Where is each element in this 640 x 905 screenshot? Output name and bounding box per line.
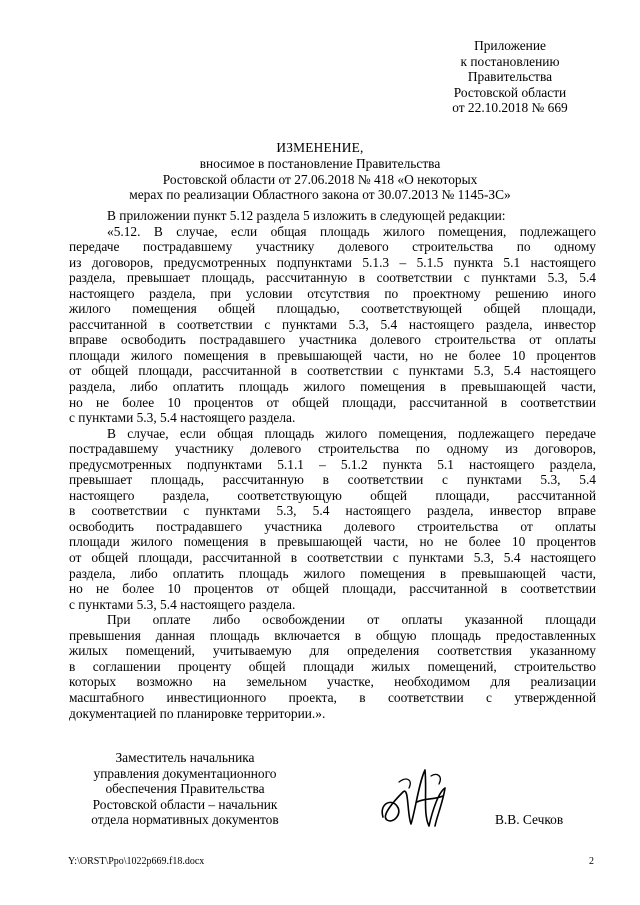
paragraph-5-12	[69, 224, 596, 426]
document-body	[69, 208, 596, 721]
position-line: обеспечения Правительства	[105, 781, 265, 797]
heading-line: мерах по реализации Областного закона от 30.07.2013 № 1145-ЗС»	[129, 187, 511, 203]
footer-page-number: 2	[589, 856, 594, 867]
text-line: которых возможно на земельном участке, необходимом для реализации	[69, 674, 596, 690]
text-line: В случае, если общая площадь жилого помещения, подлежащего передаче	[107, 425, 596, 441]
document-heading	[100, 140, 540, 203]
text-line: При оплате либо освобождении от оплаты указанной площади	[107, 612, 596, 628]
text-line: В приложении пункт 5.12 раздела 5 изложить в следующей редакции:	[107, 208, 506, 223]
text-line: передаче пострадавшему участнику долевого строительства по одному	[69, 239, 596, 255]
paragraph-second-case	[69, 426, 596, 613]
text-line: документацией по планировке территории.».	[69, 705, 326, 721]
position-line: Ростовской области – начальник	[92, 796, 278, 812]
position-line: управления документационного	[93, 765, 277, 781]
position-line: Заместитель начальника	[115, 750, 255, 765]
text-line: площади жилого помещения в превышающей части, но не более 10 процентов	[69, 347, 596, 363]
heading-line: вносимое в постановление Правительства	[199, 155, 441, 171]
heading-title: ИЗМЕНЕНИЕ,	[276, 140, 364, 155]
annex-line: Правительства	[467, 69, 553, 84]
text-line: в соответствии с пунктами 5.3, 5.4 настоящего раздела, инвестор вправе	[69, 503, 596, 519]
annex-line: от 22.10.2018 № 669	[452, 100, 568, 115]
handwritten-signature	[373, 762, 463, 834]
text-line: предусмотренных подпунктами 5.1.1 – 5.1.2 пункта 5.1 настоящего раздела,	[69, 456, 596, 472]
annex-block	[415, 38, 605, 116]
text-line: вправе освободить пострадавшего участника долевого строительства от оплаты	[69, 332, 596, 348]
text-line: раздела, либо оплатить площадь жилого помещения в превышающей части,	[69, 379, 596, 395]
text-line: превышает площадь, рассчитанную в соответствии с пунктами 5.3, 5.4	[69, 472, 596, 488]
text-line: настоящего раздела, соответствующую общей площади, рассчитанной	[69, 487, 596, 503]
annex-line: Ростовской области	[453, 84, 567, 100]
text-line: рассчитанной в соответствии с пунктами 5.3, 5.4 настоящего раздела, инвестор	[69, 316, 596, 332]
text-line: освободить пострадавшего участника долевого строительства от оплаты	[69, 518, 596, 534]
text-line: с пунктами 5.3, 5.4 настоящего раздела.	[69, 410, 296, 426]
text-line: пострадавшему участнику долевого строительства по одному из договоров,	[69, 441, 596, 457]
signatory-position	[74, 750, 296, 828]
heading-line: Ростовской области от 27.06.2018 № 418 «О некоторых	[162, 171, 478, 187]
text-line: масштабного инвестиционного проекта, в соответствии с утвержденной	[69, 689, 596, 705]
annex-line: Приложение	[474, 38, 546, 53]
position-line: отдела нормативных документов	[91, 812, 279, 828]
footer-file-path: Y:\ORST\Ppo\1022p669.f18.docx	[68, 856, 205, 867]
text-line: площади жилого помещения в превышающей части, но не более 10 процентов	[69, 534, 596, 550]
text-line: но не более 10 процентов от общей площади, рассчитанной в соответствии	[69, 394, 596, 410]
text-line: из договоров, предусмотренных подпунктами 5.1.3 – 5.1.5 пункта 5.1 настоящего	[69, 254, 596, 270]
signer-name: В.В. Сечков	[495, 812, 564, 827]
intro-paragraph	[69, 208, 596, 224]
text-line: «5.12. В случае, если общая площадь жилого помещения, подлежащего	[107, 223, 596, 239]
text-line: настоящего раздела, при условии отсутствия по проектному решению иного	[69, 285, 596, 301]
text-line: но не более 10 процентов от общей площади, рассчитанной в соответствии	[69, 581, 596, 597]
text-line: раздела, превышает площадь, рассчитанную в соответствии с пунктами 5.3, 5.4	[69, 270, 596, 286]
text-line: в соглашении проценту общей площади жилых помещений, строительство	[69, 658, 596, 674]
text-line: жилых помещений, учитываемую для определения соответствия указанному	[69, 643, 596, 659]
text-line: раздела, либо оплатить площадь жилого помещения в превышающей части,	[69, 565, 596, 581]
paragraph-payment	[69, 612, 596, 721]
text-line: с пунктами 5.3, 5.4 настоящего раздела.	[69, 596, 296, 612]
text-line: от общей площади, рассчитанной в соответствии с пунктами 5.3, 5.4 настоящего	[69, 363, 596, 379]
text-line: от общей площади, рассчитанной в соответствии с пунктами 5.3, 5.4 настоящего	[69, 550, 596, 566]
annex-line: к постановлению	[460, 53, 560, 69]
text-line: превышения данная площадь включается в общую площадь предоставленных	[69, 627, 596, 643]
text-line: жилого помещения общей площадью, соответствующей общей площади,	[69, 301, 596, 317]
